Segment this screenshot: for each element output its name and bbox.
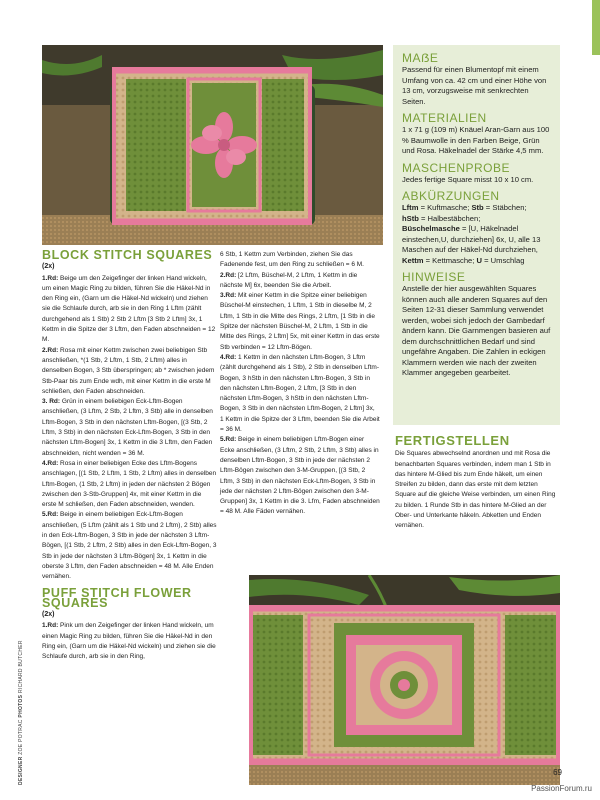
abbr-term: hStb xyxy=(402,213,419,223)
fertigstellen-heading: FERTIGSTELLEN xyxy=(395,433,510,448)
round-label: 4.Rd: xyxy=(42,459,59,467)
hinweise-text: Anstelle der hier ausgewählten Squares können auch alle anderen Squares auf den Seiten 12-31 dieser Sammlung verwendet werden, wobei sich jedoch der Garnbedarf ändern kann. Die Garnmengen basieren auf dem durchschnittlichen Bedarf und sind ungefähre Angaben. Die Zahlen in eckigen Klammern werden wie nach der zweiten Klammer angegeben gearbeitet. xyxy=(402,284,551,377)
round-label: 1.Rd: xyxy=(42,622,59,630)
round-text: 1 Kettm in den nächsten Lftm-Bogen, 3 Lftm (zählt durchgehend als 1 Stb), 2 Stb in denselben Lftm-Bogen, 3 hStb in den nächsten Lftm-Bogen, 3 Stb in den nächsten Lftm-Bogen, 2 Lftm, [3 Stb in den nächsten Lftm-Bogen, 3 hStb in den nächsten Lftm-Bogen, 3 Stb in den nächsten Lftm-Bogen, 2 Lftm] 3x, 1 Kettm in die Spitze der 3 Lftm, beenden Sie die Arbeit = 36 M. xyxy=(220,353,380,434)
photo-block-stitch-pot xyxy=(42,45,383,245)
masse-heading: MAẞE xyxy=(402,51,439,65)
page-number: 69 xyxy=(553,768,562,777)
abbr-term: Kettm xyxy=(402,255,424,265)
block-round-4 xyxy=(42,459,217,510)
round-text: Rosa mit einer Kettm zwischen zwei beliebigen Stb anschließen, *(1 Stb, 2 Lftm, 1 Stb, 2 Lftm) alles in denselben Bogen, 3 Stb überspringen; ab * zwischen jedem Stb-Paar bis zum Ende wdh, mit einer Kettm in die erste M schließen, den Faden abschneiden. xyxy=(42,346,215,395)
round-label: 5.Rd: xyxy=(42,511,59,519)
abkuerzungen-list xyxy=(402,203,551,266)
photos-label: PHOTOS xyxy=(18,694,24,718)
puff-round-2 xyxy=(220,271,380,292)
materialien-heading: MATERIALIEN xyxy=(402,111,487,125)
puff-stitch-heading: PUFF STITCH FLOWER SQUARES xyxy=(42,585,192,610)
block-round-1 xyxy=(42,274,217,346)
round-label: 3. Rd: xyxy=(42,398,61,406)
puff-stitch-qty: (2x) xyxy=(42,611,55,619)
abbr-def: = Umschlag xyxy=(482,255,525,265)
designer-label: DESIGNER xyxy=(18,756,24,785)
page-accent-bar xyxy=(592,0,600,55)
abbr-term: Lftm xyxy=(402,203,419,212)
puff-round-1b: 6 Stb, 1 Kettm zum Verbinden, ziehen Sie das Fadenende fest, um den Ring zu schließen = 6 M. xyxy=(220,251,364,269)
block-stitch-qty: (2x) xyxy=(42,263,55,271)
info-sidebar xyxy=(393,45,560,425)
abbr-def: = [U, Häkelnadel einstechen,U, durchziehen] 6x, U, alle 13 Maschen auf der Häkel-Nd durchziehen, xyxy=(402,224,541,254)
fertigstellen-text: Die Squares abwechselnd anordnen und mit Rosa die benachbarten Squares verbinden, indem man 1 Stb in das hintere M-Glied bis zum Ende häkelt, um einen Streifen zu bilden, dann das erste mit dem letzten Square auf die gleiche Weise verbinden, um einen Ring zu bilden. 1 Runde Stb in das hintere M-Glied an der Ober- und Unterkante häkeln. Abketten und Enden vernähen. xyxy=(395,450,556,530)
abbr-def: = Halbestäbchen; xyxy=(418,213,481,223)
round-label: 2.Rd: xyxy=(220,271,237,279)
round-text: Beige um den Zeigefinger der linken Hand wickeln, um einen Magic Ring zu bilden, führen Sie die Häkel-Nd in den Ring ein, (Garn um die Häkel-Nd wickeln) und ziehen sie die Schlaufe durch, arb sie in den Ring 1 Lftm (zählt durchgehend als 1 Stb) 2 Stb 2 Lftm [3 Stb 2 Lftm] 3x, 1 Kettm in die Spitze der 3 Lftm, den Faden abschneiden = 12 M. xyxy=(42,274,216,344)
hinweise-heading: HINWEISE xyxy=(402,270,466,284)
abbr-term: U xyxy=(476,255,482,265)
maschenprobe-heading: MASCHENPROBE xyxy=(402,160,511,175)
abbr-def: = Kettmasche; xyxy=(423,255,477,265)
materialien-text: 1 x 71 g (109 m) Knäuel Aran-Garn aus 100 % Baumwolle in den Farben Beige, Grün und Rosa. Häkelnadel der Stärke 4,5 mm. xyxy=(402,125,550,155)
round-text: Beige in einem beliebigen Lftm-Bogen einer Ecke anschließen, (3 Lftm, 2 Stb, 2 Lftm, 3 Stb) alles in denselben Lftm-Bogen, 3 Stb in jede der nächsten 2 Lftm-Bögen zwischen den 3-M-Gruppen, [(3 Stb, 2 Lftm, 3 Stb) in den nächsten Eck-Lftm-Bogen, 3 Stb in jede der nächsten 2 Lftm-Bögen zwischen den 3-M-Gruppen] 3x, 1 Kettm in die 3. Lfm, Faden abschneiden = 48 M. Alle Fäden vernähen. xyxy=(220,436,380,516)
designer-name: ZOE POTRAC xyxy=(18,719,24,755)
puff-round-3 xyxy=(220,291,380,353)
photo-puff-stitch-pot xyxy=(249,575,560,785)
round-label: 3.Rd: xyxy=(220,292,237,300)
block-round-5 xyxy=(42,510,217,582)
round-label: 5.Rd: xyxy=(220,436,237,444)
round-text: Pink um den Zeigefinger der linken Hand wickeln, um einen Magic Ring zu bilden, führen Sie die Häkel-Nd in den Ring ein, (Garn um die Häkel-Nd wickeln) und ziehen sie die Schlaufe durch, arb sie in den Ring, xyxy=(42,622,216,661)
abbr-def: = Kuftmasche; xyxy=(418,203,472,212)
block-stitch-heading: BLOCK STITCH SQUARES xyxy=(42,248,213,262)
maschenprobe-text: Jedes fertige Square misst 10 x 10 cm. xyxy=(402,174,534,184)
round-label: 2.Rd: xyxy=(42,346,59,354)
masse-text: Passend für einen Blumentopf mit einem Umfang von ca. 42 cm und einer Höhe von 13 cm, vorzugsweise mit senkrechten Seiten. xyxy=(402,65,547,106)
round-text: Mit einer Kettm in die Spitze einer beliebigen Büschel-M einstechen, 1 Lftm, 1 Stb in dieselbe M, 2 Lftm, 1 Stb in die Mitte des Rings, 2 Lftm, [1 Stb in die Spitze der nächsten Büschel-M, 2 Lftm, 1 Stb in die Mitte des Rings, 2 Lftm] 5x, mit einer Kettm in das erste Stb verbinden = 12 Lftm-Bögen. xyxy=(220,292,380,351)
column-middle xyxy=(220,250,380,518)
site-watermark: PassionForum.ru xyxy=(531,784,592,793)
abbr-term: Büschelmasche xyxy=(402,224,460,233)
block-round-2 xyxy=(42,346,217,397)
puff-round-4 xyxy=(220,353,380,435)
round-label: 1.Rd: xyxy=(42,274,59,282)
column-right xyxy=(395,433,560,532)
abkuerzungen-heading: ABKÜRZUNGEN xyxy=(402,189,500,203)
round-text: [2 Lftm, Büschel-M, 2 Lftm, 1 Kettm in die nächste M] 6x, beenden Sie die Arbeit. xyxy=(220,271,358,289)
puff-round-1a xyxy=(42,621,217,662)
round-label: 4.Rd: xyxy=(220,353,237,361)
block-round-3 xyxy=(42,397,217,459)
photo-credits xyxy=(18,640,24,785)
round-text: Grün in einem beliebigen Eck-Lftm-Bogen anschließen, (3 Lftm, 2 Stb, 2 Lftm, 3 Stb) alle in denselben Lftm-Bogen, 3 Stb in den nächsten Lftm-Bogen, [(3 Stb, 2 Lftm, 3 Stb) in den nächsten Eck-Lftm-Bogen, 3 Stb in den nächsten Lftm-Bogen] 3x, 1 Kettm in die 3 Lftm, den Faden abschneiden, nicht wenden = 36 M. xyxy=(42,398,213,457)
photos-name: RICHARD BUTCHER xyxy=(18,640,24,694)
column-left xyxy=(42,250,217,663)
abbr-def: = Stäbchen; xyxy=(483,203,527,212)
abbr-term: Stb xyxy=(471,203,484,212)
puff-round-5 xyxy=(220,435,380,517)
round-text: Rosa in einer beliebigen Ecke des Lftm-Bogens anschlagen, [(1 Stb, 2 Lftm, 1 Stb, 2 Lftm) alles in denselben Lftm-Bogen, (1 Stb, 2 Lftm) in jeden der nächsten 2 Bögen zwischen den 3-Stb-Gruppen] 4x, mit einer Kettm in die erste M schließen, den Faden abschneiden, wenden. xyxy=(42,459,217,509)
round-text: Beige in einem beliebigen Eck-Lftm-Bogen anschließen, (5 Lftm (zählt als 1 Stb und 2 Lftm), 2 Stb) alles in den Eck-Lftm-Bogen, 3 Stb in jede der nächsten 3 Lftm-Bögen, [(1 Stb, 2 Lftm, 2 Stb) alles in den Eck-Lftm-Bogen, 3 Stb in jede der nächsten 3 Lftm-Bögen] 3x, 1 Kettm in die oberste 3 Lftm, den Faden abschneiden = 48 M. Alle Enden vernähen. xyxy=(42,511,217,581)
